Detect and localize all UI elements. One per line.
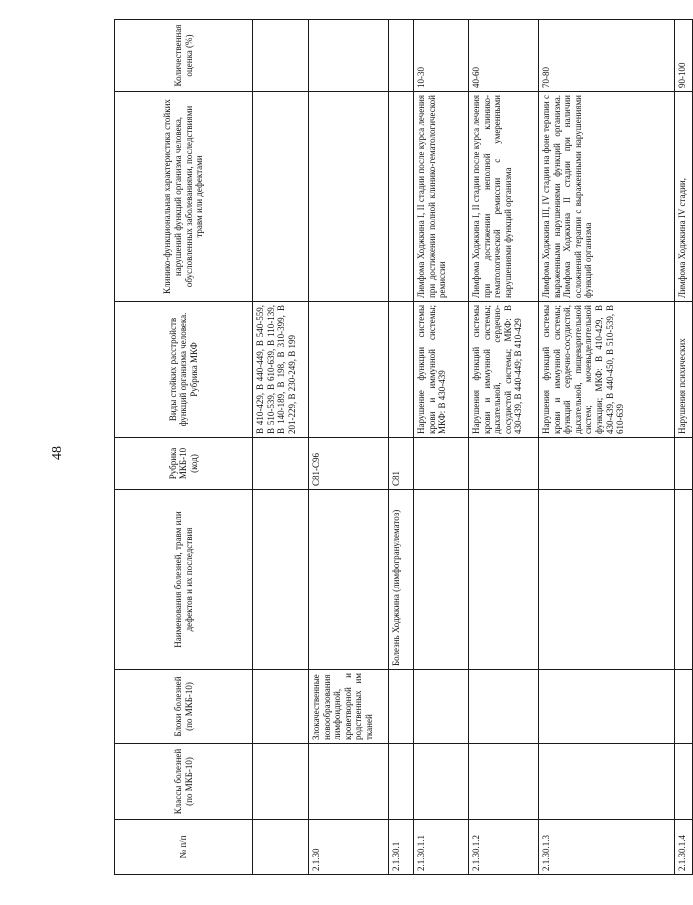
page-number: 48 [50,445,65,460]
cell-criteria: Лимфома Ходжкина IV стадии, [675,92,693,302]
cell-criteria: Лимфома Ходжкина I, II стадии после курса лечения при достижении неполной клинико-гематологической ремиссии с умеренными нарушениями функций организма [469,92,539,302]
header-disease-class: Классы болезней (по МКБ-10) [115,744,253,820]
cell-code: C81 [389,438,414,490]
cell-percent [389,20,414,92]
cell-code: C81-C96 [309,438,389,490]
cell-block [253,670,309,744]
cell-class [414,744,469,820]
table-row [469,20,539,875]
cell-name [539,490,675,670]
table-row [675,20,693,875]
cell-disorder-types: Нарушения психических [675,302,693,438]
cell-block [469,670,539,744]
cell-percent: 70-80 [539,20,675,92]
cell-percent: 90-100 [675,20,693,92]
cell-class [389,744,414,820]
cell-disorder-types: В 410-429, В 440-449, В 540-559, В 510-539, В 610-639, В 110-139, В 140-189, В 198, В 310-399, В 201-229, В 230-249, В 199 [253,302,309,438]
cell-name [414,490,469,670]
header-quantitative-score: Количественная оценка (%) [115,20,253,92]
cell-block: Злокачественные новообразования лимфоидной, кроветворной и родственных им тканей [309,670,389,744]
table-row [414,20,469,875]
cell-class [253,744,309,820]
table-row [389,20,414,875]
cell-criteria: Лимфома Ходжкина I, II стадии после курса лечения при достижении полной клинико-гематологической ремиссии [414,92,469,302]
table-row [253,20,309,875]
cell-code [469,438,539,490]
cell-disorder-types [309,302,389,438]
header-icd-code: Рубрика МКБ-10 (код) [115,438,253,490]
cell-code [414,438,469,490]
table-row [539,20,675,875]
cell-number: 2.1.30.1.1 [414,820,469,875]
table-header-row [115,20,253,875]
table-row [309,20,389,875]
cell-disorder-types: Нарушение функции системы крови и иммунной системы; МКФ: В 430-439 [414,302,469,438]
cell-name [469,490,539,670]
cell-number: 2.1.30 [309,820,389,875]
header-disorder-types: Виды стойких расстройств функций организма человека. Рубрика МКФ [115,302,253,438]
cell-code [539,438,675,490]
disability-criteria-table [114,19,693,875]
cell-disorder-types: Нарушения функций системы крови и иммунной системы; функций сердечно-сосудистой, дыхательной, пищеварительной систем; мочевыделительной функции; МКФ: В 410-429, В 430-439, В 440-450, В 510-539, В 610-639 [539,302,675,438]
cell-number: 2.1.30.1 [389,820,414,875]
cell-percent [253,20,309,92]
cell-block [539,670,675,744]
cell-name [309,490,389,670]
header-clinical-characteristic: Клинико-функциональная характеристика стойких нарушений функций организма человека, обусловленных заболеваниями, последствиями травм или дефектами [115,92,253,302]
cell-number: 2.1.30.1.4 [675,820,693,875]
cell-class [539,744,675,820]
header-disease-name: Наименования болезней, травм или дефектов и их последствия [115,490,253,670]
cell-percent: 40-60 [469,20,539,92]
header-number: № п/п [115,820,253,875]
cell-class [675,744,693,820]
cell-block [675,670,693,744]
cell-number [253,820,309,875]
cell-number: 2.1.30.1.3 [539,820,675,875]
cell-block [414,670,469,744]
cell-percent [309,20,389,92]
cell-criteria [253,92,309,302]
cell-criteria [389,92,414,302]
cell-name [675,490,693,670]
cell-block [389,670,414,744]
cell-number: 2.1.30.1.2 [469,820,539,875]
header-disease-block: Блоки болезней (по МКБ-10) [115,670,253,744]
cell-class [469,744,539,820]
cell-name [253,490,309,670]
cell-criteria [309,92,389,302]
cell-disorder-types: Нарушения функций системы крови и иммунной системы; дыхательной, сердечно-сосудистой системы; МКФ: В 430-439, В 440-449; В 410-429 [469,302,539,438]
cell-percent: 10-30 [414,20,469,92]
cell-name: Болезнь Ходжкина (лимфогранулематоз) [389,490,414,670]
cell-class [309,744,389,820]
cell-code [675,438,693,490]
cell-code [253,438,309,490]
cell-disorder-types [389,302,414,438]
cell-criteria: Лимфома Ходжкина III, IV стадии на фоне терапии с выраженными нарушениями функций организма. Лимфома Ходжкина II стадии при наличии осложнений терапии с выраженными нарушениями функций организма [539,92,675,302]
